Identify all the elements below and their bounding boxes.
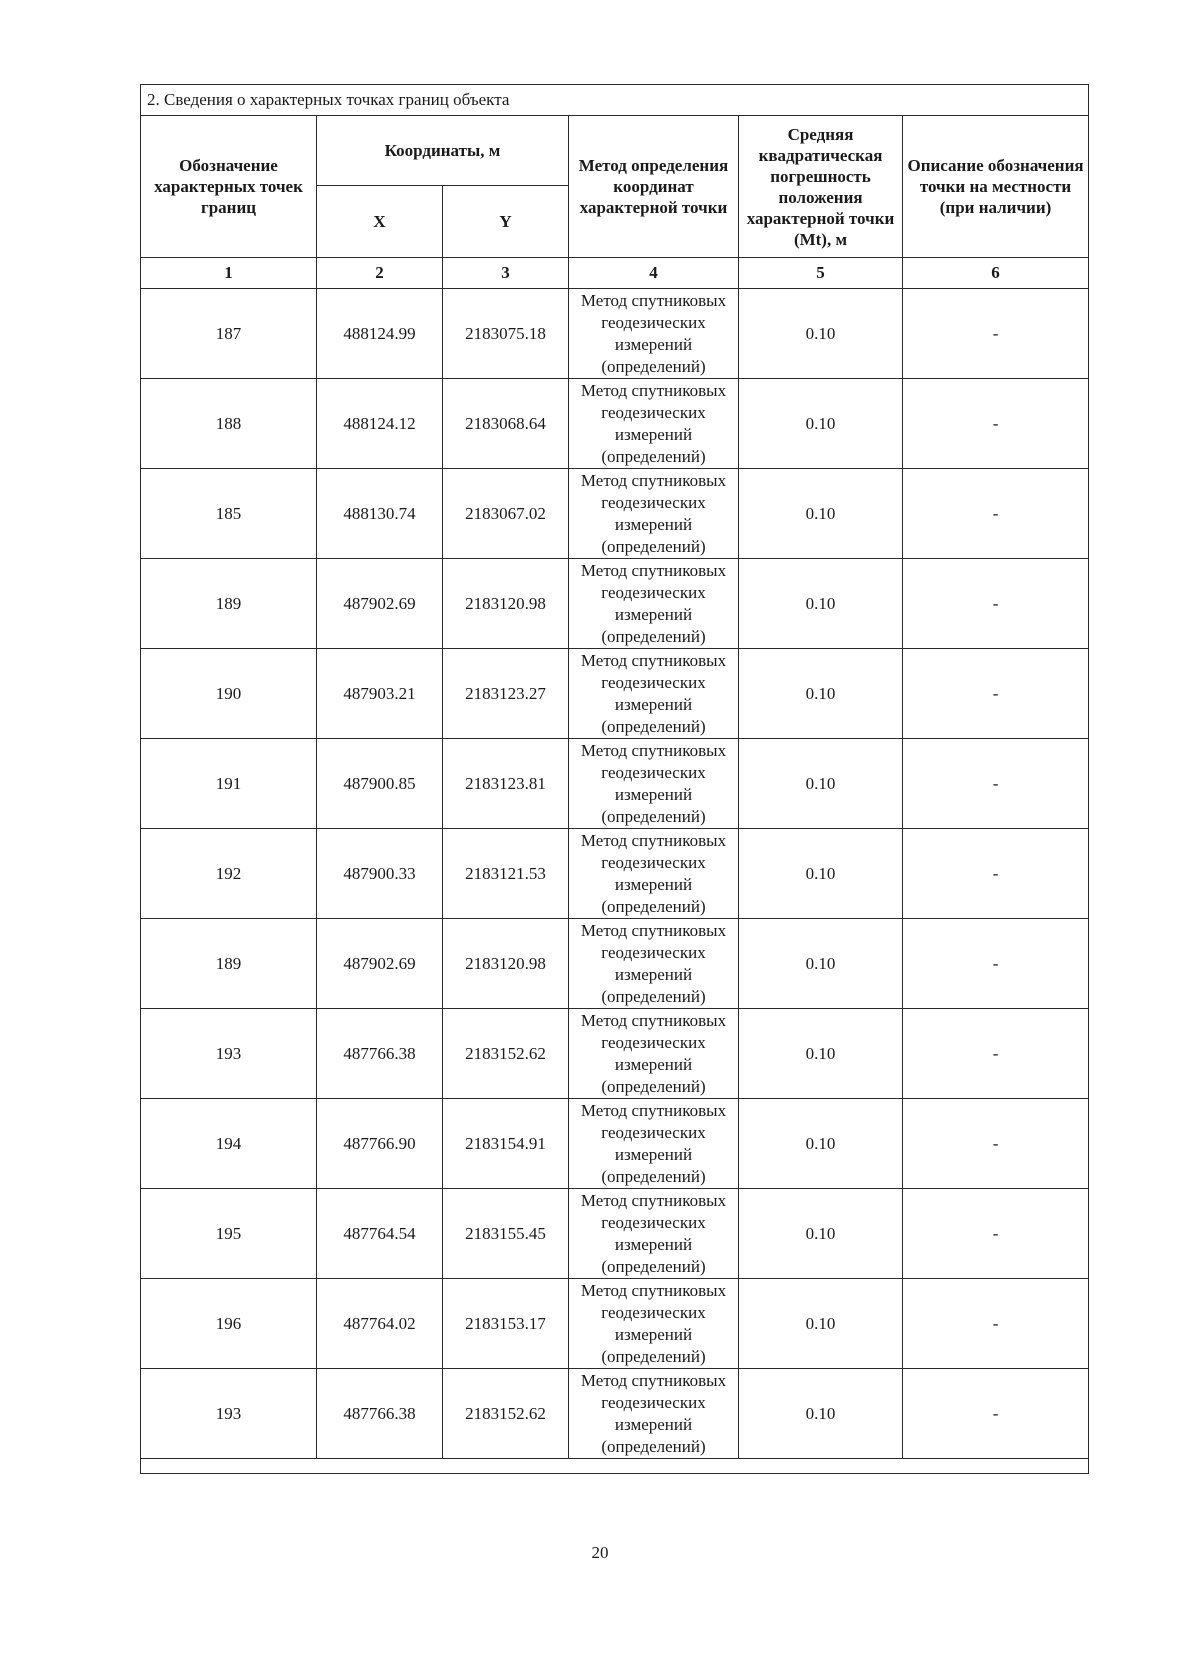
x-coordinate-cell: 488130.74 (317, 469, 443, 559)
error-cell: 0.10 (739, 1009, 903, 1099)
y-coordinate-cell: 2183154.91 (443, 1099, 569, 1189)
method-cell (569, 649, 739, 739)
method-text-line: (определений) (601, 896, 706, 916)
y-coordinate-cell: 2183067.02 (443, 469, 569, 559)
description-cell: - (903, 469, 1089, 559)
table-row (141, 1099, 1089, 1189)
page-number: 20 (591, 1543, 609, 1562)
method-text-line: (определений) (601, 986, 706, 1006)
table-tail-cell (141, 1459, 1089, 1474)
x-coordinate-cell: 487900.33 (317, 829, 443, 919)
method-text-line: измерений (614, 1414, 693, 1434)
y-coordinate-cell: 2183120.98 (443, 919, 569, 1009)
description-cell: - (903, 829, 1089, 919)
method-text-line: геодезических (601, 942, 706, 962)
error-cell: 0.10 (739, 289, 903, 379)
description-cell: - (903, 379, 1089, 469)
description-cell: - (903, 649, 1089, 739)
method-cell (569, 919, 739, 1009)
method-cell (569, 1099, 739, 1189)
method-text-line: (определений) (601, 356, 706, 376)
method-text-line: Метод спутниковых (580, 920, 727, 940)
header-error: Средняя квадратическая погрешность положения характерной точки (Mt), м (739, 116, 903, 258)
point-designation-cell: 195 (141, 1189, 317, 1279)
description-cell: - (903, 559, 1089, 649)
header-y: Y (443, 186, 569, 258)
header-designation: Обозначение характерных точек границ (141, 116, 317, 258)
point-designation-cell: 185 (141, 469, 317, 559)
method-text-line: геодезических (601, 1122, 706, 1142)
method-cell (569, 1369, 739, 1459)
table-body (141, 289, 1089, 1459)
table-row (141, 919, 1089, 1009)
y-coordinate-cell: 2183152.62 (443, 1369, 569, 1459)
y-coordinate-cell: 2183153.17 (443, 1279, 569, 1369)
description-cell: - (903, 1279, 1089, 1369)
method-text-line: геодезических (601, 312, 706, 332)
boundary-points-table (140, 84, 1089, 1474)
error-cell: 0.10 (739, 469, 903, 559)
method-text-line: геодезических (601, 402, 706, 422)
method-text-line: геодезических (601, 762, 706, 782)
x-coordinate-cell: 487764.02 (317, 1279, 443, 1369)
y-coordinate-cell: 2183123.27 (443, 649, 569, 739)
method-cell (569, 829, 739, 919)
method-text-line: Метод спутниковых (580, 470, 727, 490)
method-text-line: Метод спутниковых (580, 1010, 727, 1030)
method-text-line: геодезических (601, 492, 706, 512)
y-coordinate-cell: 2183155.45 (443, 1189, 569, 1279)
method-text-line: измерений (614, 1234, 693, 1254)
method-cell (569, 1009, 739, 1099)
method-text-line: Метод спутниковых (580, 1100, 727, 1120)
method-text-line: измерений (614, 784, 693, 804)
header-x: X (317, 186, 443, 258)
table-row (141, 829, 1089, 919)
header-description: Описание обозначения точки на местности (при наличии) (903, 116, 1089, 258)
method-text-line: Метод спутниковых (580, 650, 727, 670)
method-cell (569, 739, 739, 829)
point-designation-cell: 189 (141, 559, 317, 649)
method-text-line: измерений (614, 874, 693, 894)
method-text-line: измерений (614, 964, 693, 984)
table-tail-row (141, 1459, 1089, 1474)
x-coordinate-cell: 487766.38 (317, 1369, 443, 1459)
error-cell: 0.10 (739, 379, 903, 469)
table-row (141, 739, 1089, 829)
method-text-line: геодезических (601, 1032, 706, 1052)
column-number: 4 (569, 258, 739, 289)
x-coordinate-cell: 487766.90 (317, 1099, 443, 1189)
method-text-line: (определений) (601, 716, 706, 736)
method-text-line: (определений) (601, 1346, 706, 1366)
y-coordinate-cell: 2183121.53 (443, 829, 569, 919)
description-cell: - (903, 289, 1089, 379)
description-cell: - (903, 1009, 1089, 1099)
error-cell: 0.10 (739, 1369, 903, 1459)
error-cell: 0.10 (739, 1189, 903, 1279)
method-text-line: (определений) (601, 1076, 706, 1096)
x-coordinate-cell: 487900.85 (317, 739, 443, 829)
method-text-line: Метод спутниковых (580, 560, 727, 580)
point-designation-cell: 190 (141, 649, 317, 739)
method-text-line: геодезических (601, 852, 706, 872)
method-text-line: измерений (614, 1144, 693, 1164)
method-cell (569, 469, 739, 559)
method-text-line: измерений (614, 424, 693, 444)
method-cell (569, 379, 739, 469)
column-number: 5 (739, 258, 903, 289)
column-number: 2 (317, 258, 443, 289)
description-cell: - (903, 1369, 1089, 1459)
method-text-line: Метод спутниковых (580, 380, 727, 400)
point-designation-cell: 193 (141, 1369, 317, 1459)
method-text-line: Метод спутниковых (580, 830, 727, 850)
table-row (141, 289, 1089, 379)
method-text-line: (определений) (601, 1256, 706, 1276)
method-text-line: Метод спутниковых (580, 290, 727, 310)
method-text-line: измерений (614, 694, 693, 714)
method-text-line: геодезических (601, 582, 706, 602)
x-coordinate-cell: 488124.99 (317, 289, 443, 379)
point-designation-cell: 194 (141, 1099, 317, 1189)
error-cell: 0.10 (739, 919, 903, 1009)
point-designation-cell: 189 (141, 919, 317, 1009)
column-number: 1 (141, 258, 317, 289)
y-coordinate-cell: 2183120.98 (443, 559, 569, 649)
method-text-line: (определений) (601, 446, 706, 466)
method-text-line: измерений (614, 1324, 693, 1344)
description-cell: - (903, 739, 1089, 829)
header-method: Метод определения координат характерной точки (569, 116, 739, 258)
table-row (141, 649, 1089, 739)
y-coordinate-cell: 2183068.64 (443, 379, 569, 469)
method-text-line: (определений) (601, 536, 706, 556)
table-row (141, 1279, 1089, 1369)
method-cell (569, 289, 739, 379)
method-text-line: измерений (614, 334, 693, 354)
x-coordinate-cell: 487766.38 (317, 1009, 443, 1099)
method-text-line: геодезических (601, 1302, 706, 1322)
table-row (141, 1189, 1089, 1279)
error-cell: 0.10 (739, 649, 903, 739)
method-text-line: Метод спутниковых (580, 1190, 727, 1210)
table-row (141, 469, 1089, 559)
table-row (141, 1009, 1089, 1099)
method-text-line: (определений) (601, 626, 706, 646)
y-coordinate-cell: 2183152.62 (443, 1009, 569, 1099)
point-designation-cell: 191 (141, 739, 317, 829)
point-designation-cell: 192 (141, 829, 317, 919)
point-designation-cell: 188 (141, 379, 317, 469)
description-cell: - (903, 1099, 1089, 1189)
error-cell: 0.10 (739, 829, 903, 919)
x-coordinate-cell: 487902.69 (317, 919, 443, 1009)
point-designation-cell: 193 (141, 1009, 317, 1099)
description-cell: - (903, 919, 1089, 1009)
method-cell (569, 1189, 739, 1279)
point-designation-cell: 196 (141, 1279, 317, 1369)
method-text-line: геодезических (601, 672, 706, 692)
method-text-line: измерений (614, 1054, 693, 1074)
table-row (141, 1369, 1089, 1459)
method-text-line: Метод спутниковых (580, 740, 727, 760)
error-cell: 0.10 (739, 1279, 903, 1369)
method-text-line: геодезических (601, 1392, 706, 1412)
method-text-line: измерений (614, 604, 693, 624)
error-cell: 0.10 (739, 1099, 903, 1189)
method-text-line: Метод спутниковых (580, 1370, 727, 1390)
table-row (141, 379, 1089, 469)
x-coordinate-cell: 487902.69 (317, 559, 443, 649)
y-coordinate-cell: 2183123.81 (443, 739, 569, 829)
header-coordinates: Координаты, м (317, 116, 569, 186)
section-title: 2. Сведения о характерных точках границ объекта (141, 85, 1089, 116)
method-text-line: Метод спутниковых (580, 1280, 727, 1300)
x-coordinate-cell: 488124.12 (317, 379, 443, 469)
error-cell: 0.10 (739, 739, 903, 829)
error-cell: 0.10 (739, 559, 903, 649)
description-cell: - (903, 1189, 1089, 1279)
table-row (141, 559, 1089, 649)
method-text-line: (определений) (601, 1436, 706, 1456)
document-sheet (140, 84, 1088, 1474)
point-designation-cell: 187 (141, 289, 317, 379)
column-number: 6 (903, 258, 1089, 289)
y-coordinate-cell: 2183075.18 (443, 289, 569, 379)
x-coordinate-cell: 487764.54 (317, 1189, 443, 1279)
method-text-line: геодезических (601, 1212, 706, 1232)
x-coordinate-cell: 487903.21 (317, 649, 443, 739)
method-text-line: измерений (614, 514, 693, 534)
method-text-line: (определений) (601, 806, 706, 826)
method-cell (569, 1279, 739, 1369)
column-number-row (141, 258, 1089, 289)
column-number: 3 (443, 258, 569, 289)
method-cell (569, 559, 739, 649)
method-text-line: (определений) (601, 1166, 706, 1186)
